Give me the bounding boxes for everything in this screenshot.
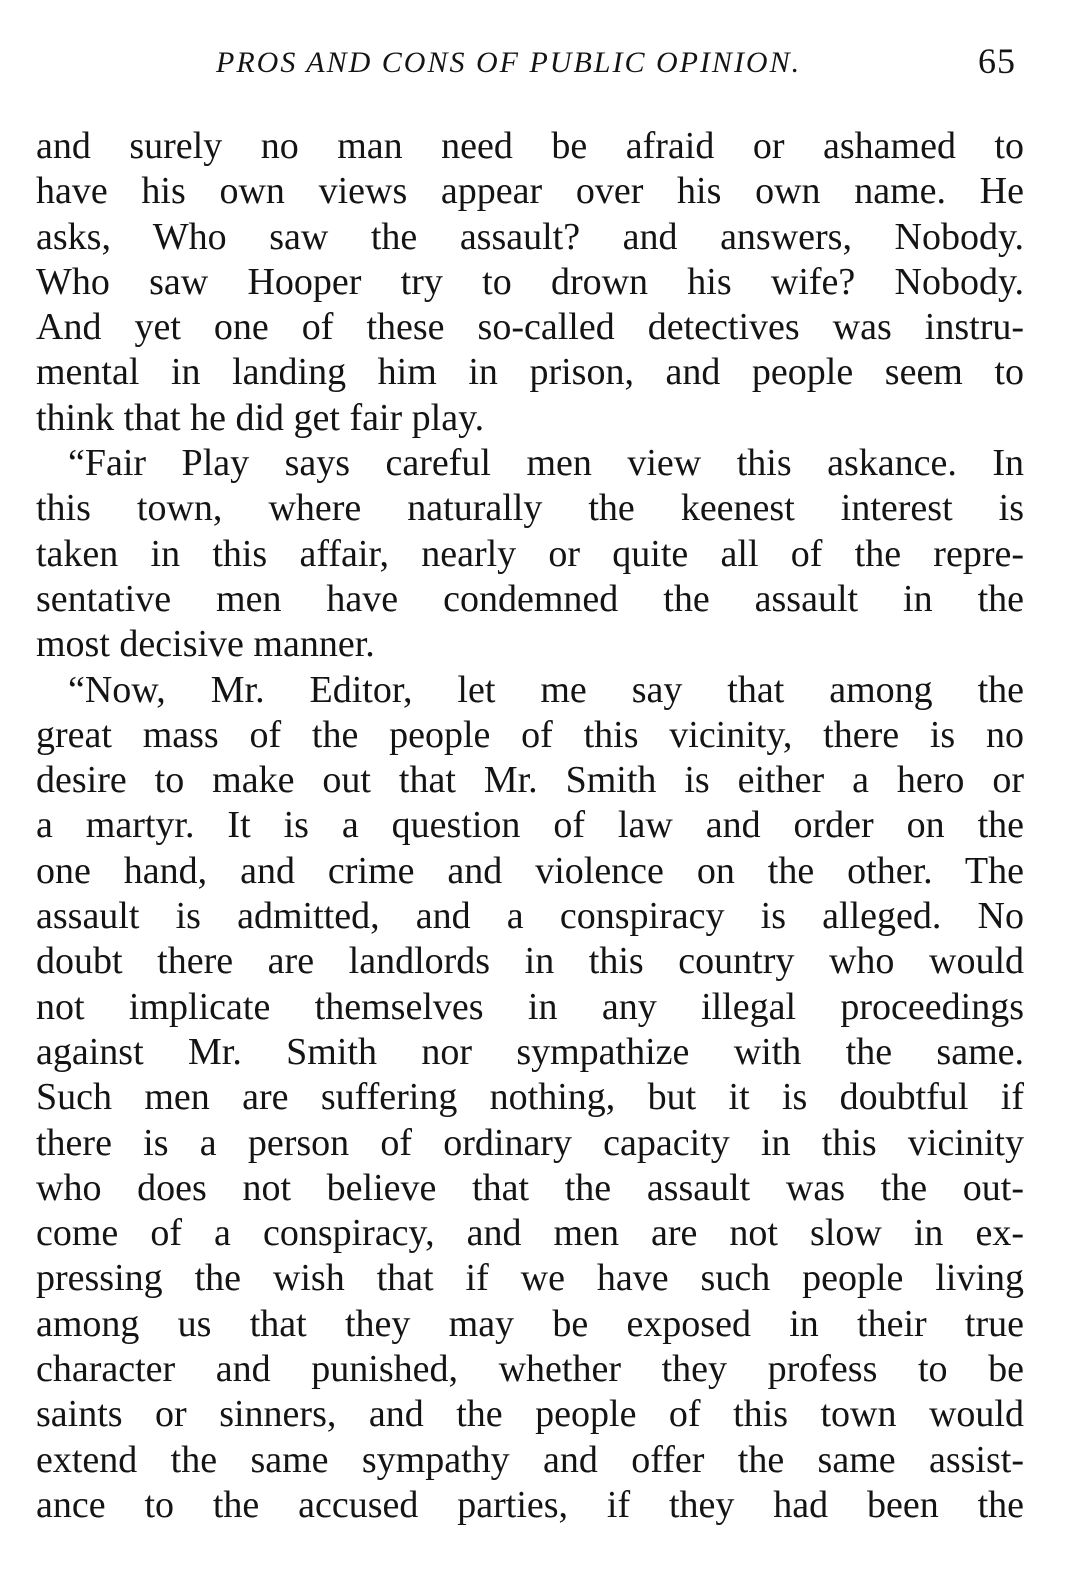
running-head bbox=[36, 40, 1024, 90]
text-line: taken in this affair, nearly or quite all of the repre- bbox=[36, 532, 1024, 575]
text-line: think that he did get fair play. bbox=[36, 396, 485, 439]
text-line: Such men are suffering nothing, but it is doubtful if bbox=[36, 1076, 1024, 1119]
text-line: a martyr. It is a question of law and order on the bbox=[36, 804, 1024, 847]
text-line: this town, where naturally the keenest interest is bbox=[36, 487, 1024, 530]
text-line: not implicate themselves in any illegal proceedings bbox=[36, 985, 1024, 1028]
text-line: desire to make out that Mr. Smith is either a hero or bbox=[36, 759, 1024, 802]
paragraph-start-line: “Fair Play says careful men view this askance. In bbox=[68, 442, 1024, 485]
text-line: and surely no man need be afraid or ashamed to bbox=[36, 125, 1024, 167]
text-line: pressing the wish that if we have such people living bbox=[36, 1257, 1024, 1300]
text-line: sentative men have condemned the assault in the bbox=[36, 577, 1024, 620]
text-line: there is a person of ordinary capacity in this vicinity bbox=[36, 1121, 1024, 1164]
text-line: saints or sinners, and the people of this town would bbox=[36, 1393, 1024, 1436]
text-line: have his own views appear over his own name. He bbox=[36, 170, 1024, 213]
text-line: one hand, and crime and violence on the other. The bbox=[36, 849, 1024, 892]
paragraph-start-line: “Now, Mr. Editor, let me say that among the bbox=[68, 668, 1024, 711]
text-line: among us that they may be exposed in their true bbox=[36, 1302, 1024, 1345]
text-line: most decisive manner. bbox=[36, 623, 375, 666]
text-line: against Mr. Smith nor sympathize with the same. bbox=[36, 1030, 1024, 1073]
text-line: assault is admitted, and a conspiracy is alleged. No bbox=[36, 895, 1024, 938]
text-line: mental in landing him in prison, and people seem to bbox=[36, 351, 1024, 394]
running-title: PROS AND CONS OF PUBLIC OPINION. bbox=[216, 46, 802, 79]
text-line: character and punished, whether they profess to be bbox=[36, 1348, 1024, 1391]
page-number: 65 bbox=[978, 41, 1016, 81]
text-line: who does not believe that the assault was the out- bbox=[36, 1166, 1024, 1209]
text-line: extend the same sympathy and offer the same assist- bbox=[36, 1438, 1024, 1481]
text-line: ance to the accused parties, if they had been the bbox=[36, 1483, 1024, 1526]
text-line: come of a conspiracy, and men are not slow in ex- bbox=[36, 1212, 1024, 1255]
text-line: doubt there are landlords in this country who would bbox=[36, 940, 1024, 983]
text-line: great mass of the people of this vicinity, there is no bbox=[36, 713, 1024, 756]
body-text bbox=[36, 124, 1024, 1528]
text-line: And yet one of these so-called detectives was instru- bbox=[36, 306, 1024, 349]
text-line: Who saw Hooper try to drown his wife? Nobody. bbox=[36, 260, 1024, 303]
text-line: asks, Who saw the assault? and answers, Nobody. bbox=[36, 215, 1024, 258]
